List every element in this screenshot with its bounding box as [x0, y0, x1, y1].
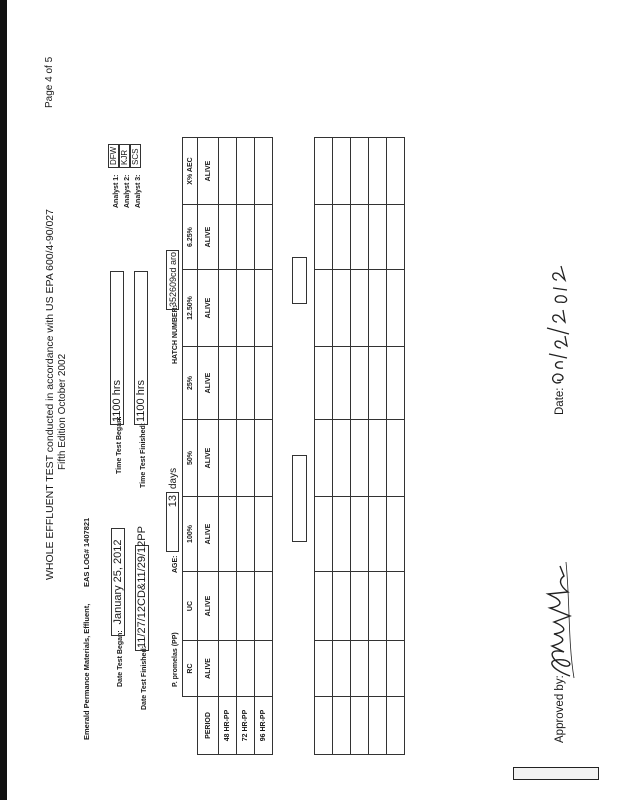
- table-cell: [255, 497, 273, 572]
- table-cell: [255, 572, 273, 641]
- table-cell: [255, 347, 273, 420]
- time-finished-label: Time Test Finished:: [140, 422, 147, 488]
- time-finished-field: 1100 hrs: [134, 271, 148, 425]
- table-row: [198, 138, 219, 755]
- table-cell: [219, 641, 237, 697]
- client-name: Emerald Permance Materials, Effluent,: [82, 603, 91, 740]
- grid-row: [351, 138, 369, 755]
- table-cell: [255, 270, 273, 347]
- table-cell: ALIVE: [198, 205, 219, 270]
- time-began-field: 1100 hrs: [110, 271, 124, 425]
- table-cell: [219, 497, 237, 572]
- col-header: 100%: [183, 497, 198, 572]
- table-cell: ALIVE: [198, 497, 219, 572]
- date-began-field: January 25, 2012: [111, 528, 125, 636]
- col-header: UC: [183, 572, 198, 641]
- col-header: 6.25%: [183, 205, 198, 270]
- table-cell: [255, 641, 273, 697]
- grid-row: [369, 138, 387, 755]
- period-cell: 96 HR-PP: [255, 697, 273, 755]
- table-cell: ALIVE: [198, 420, 219, 497]
- blank-box-left: [292, 455, 307, 542]
- table-cell: [237, 641, 255, 697]
- hatch-number-field: 352609cd aro: [166, 250, 179, 310]
- blank-box-right: [292, 257, 307, 304]
- analyst-3-field: SCS: [130, 144, 141, 168]
- table-cell: ALIVE: [198, 347, 219, 420]
- analyst-2-field: KJR: [119, 144, 130, 168]
- handwritten-date: [539, 248, 573, 388]
- analyst-3-label: Analyst 3:: [135, 174, 142, 208]
- table-cell: [219, 420, 237, 497]
- period-cell: 72 HR-PP: [237, 697, 255, 755]
- table-cell: ALIVE: [198, 641, 219, 697]
- age-unit: days: [168, 467, 179, 489]
- table-cell: [219, 572, 237, 641]
- table-cell: [237, 572, 255, 641]
- table-cell: [219, 205, 237, 270]
- age-field: [166, 492, 179, 552]
- table-cell: [237, 270, 255, 347]
- table-row: [255, 138, 273, 755]
- table-row: [237, 138, 255, 755]
- results-table: [182, 137, 273, 755]
- table-cell: [219, 138, 237, 205]
- species-label: P. promelas (PP): [172, 632, 179, 687]
- approved-by-label: Approved by:: [554, 675, 566, 743]
- analyst-1-label: Analyst 1:: [113, 174, 120, 208]
- table-cell: [237, 497, 255, 572]
- date-began-label: Date Test Began:: [117, 630, 124, 687]
- table-header-row: [183, 138, 198, 755]
- period-header: PERIOD: [198, 697, 219, 755]
- table-cell: [219, 347, 237, 420]
- time-began-label: Time Test Began:: [116, 416, 123, 474]
- table-cell: [219, 270, 237, 347]
- table-row: [219, 138, 237, 755]
- table-cell: ALIVE: [198, 270, 219, 347]
- date-label: Date:: [554, 387, 566, 415]
- table-cell: [255, 138, 273, 205]
- grid-row: [387, 138, 405, 755]
- col-header: 25%: [183, 347, 198, 420]
- signature-image: [540, 552, 580, 682]
- header-spacer: [183, 697, 198, 755]
- redaction-box: [513, 767, 599, 780]
- analyst-2-label: Analyst 2:: [124, 174, 131, 208]
- blank-grid: [314, 137, 405, 755]
- col-header: 12.50%: [183, 270, 198, 347]
- page-number: Page 4 of 5: [44, 56, 55, 108]
- date-finished-field: 11/27/12CD&11/29/12PP: [135, 545, 149, 651]
- table-cell: [237, 138, 255, 205]
- eas-log: EAS LOG# 1407821: [82, 517, 91, 587]
- table-cell: [237, 205, 255, 270]
- table-cell: ALIVE: [198, 138, 219, 205]
- col-header: 50%: [183, 420, 198, 497]
- age-value: 13: [167, 495, 179, 508]
- date-finished-label: Date Test Finished:: [141, 645, 148, 710]
- col-header: RC: [183, 641, 198, 697]
- age-label: AGE:: [172, 555, 179, 573]
- grid-row: [333, 138, 351, 755]
- grid-row: [315, 138, 333, 755]
- analyst-1-field: DFW: [108, 144, 119, 168]
- document-subtitle: Fifth Edition October 2002: [57, 353, 68, 470]
- table-cell: [255, 420, 273, 497]
- hatch-number-label: HATCH NUMBER:: [172, 305, 179, 364]
- period-cell: 48 HR-PP: [219, 697, 237, 755]
- col-header: X% AEC: [183, 138, 198, 205]
- table-cell: [237, 347, 255, 420]
- table-cell: [255, 205, 273, 270]
- table-cell: [237, 420, 255, 497]
- table-cell: ALIVE: [198, 572, 219, 641]
- document-title: WHOLE EFFLUENT TEST conducted in accordance with US EPA 600/4-90/027: [44, 209, 56, 580]
